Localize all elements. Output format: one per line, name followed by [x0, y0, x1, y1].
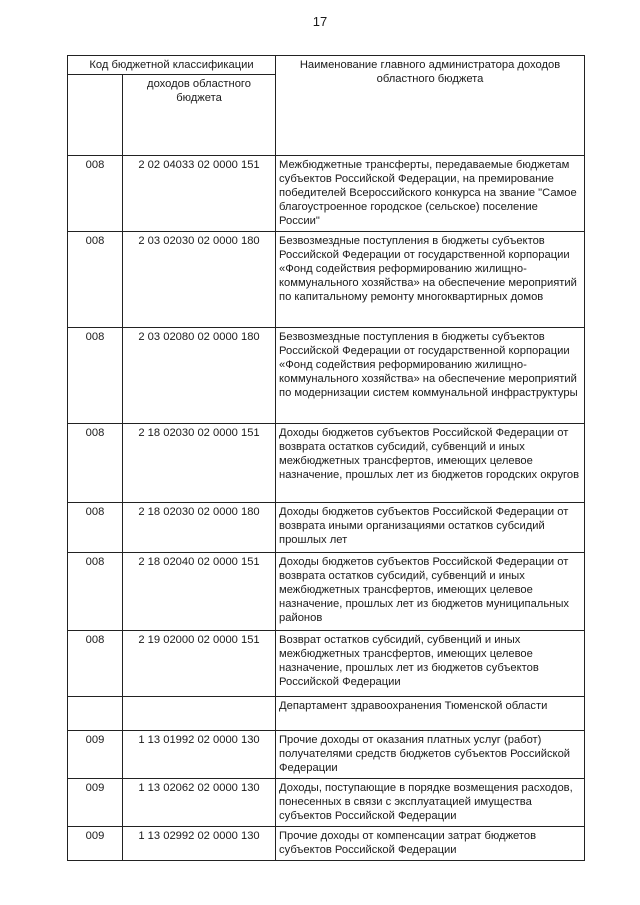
department-name-cell: Департамент здравоохранения Тюменской области — [276, 697, 585, 731]
revenue-code-cell: 2 03 02030 02 0000 180 — [123, 232, 276, 328]
revenue-code-cell: 2 19 02000 02 0000 151 — [123, 631, 276, 697]
table-row — [68, 328, 585, 424]
table-row — [68, 631, 585, 697]
revenue-name-cell: Прочие доходы от оказания платных услуг (работ) получателями средств бюджетов субъектов Российской Федерации — [276, 731, 585, 779]
revenue-name-cell: Прочие доходы от компенсации затрат бюджетов субъектов Российской Федерации — [276, 827, 585, 861]
header-revenue-code: доходов областного бюджета — [123, 75, 276, 156]
revenue-code-cell: 2 03 02080 02 0000 180 — [123, 328, 276, 424]
revenue-name-cell: Безвозмездные поступления в бюджеты субъектов Российской Федерации от государственной корпорации «Фонд содействия реформированию жилищно-коммунального хозяйства» на обеспечение мероприятий по модернизации систем коммунальной инфраструктуры — [276, 328, 585, 424]
table-row — [68, 553, 585, 631]
admin-code-cell: 008 — [68, 503, 123, 553]
header-admin-code — [68, 75, 123, 156]
admin-code-cell: 009 — [68, 731, 123, 779]
revenue-name-cell: Межбюджетные трансферты, передаваемые бюджетам субъектов Российской Федерации, на премирование победителей Всероссийского конкурса на звание "Самое благоустроенное городское (сельское) поселение России" — [276, 156, 585, 232]
header-admin-name: Наименование главного администратора доходов областного бюджета — [276, 56, 585, 156]
revenue-code-cell: 1 13 02062 02 0000 130 — [123, 779, 276, 827]
revenue-name-cell: Безвозмездные поступления в бюджеты субъектов Российской Федерации от государственной корпорации «Фонд содействия реформированию жилищно-коммунального хозяйства» на обеспечение мероприятий по капитальному ремонту многоквартирных домов — [276, 232, 585, 328]
admin-code-cell: 009 — [68, 779, 123, 827]
admin-code-cell: 008 — [68, 328, 123, 424]
table-row — [68, 731, 585, 779]
page-number: 17 — [312, 14, 328, 29]
revenue-code-cell: 2 18 02040 02 0000 151 — [123, 553, 276, 631]
revenue-code-cell: 1 13 01992 02 0000 130 — [123, 731, 276, 779]
table-body — [68, 156, 585, 861]
table-row — [68, 827, 585, 861]
admin-code-cell — [68, 697, 123, 731]
header-budget-code: Код бюджетной классификации — [68, 56, 276, 75]
revenue-code-cell: 2 02 04033 02 0000 151 — [123, 156, 276, 232]
admin-code-cell: 008 — [68, 156, 123, 232]
revenue-code-cell — [123, 697, 276, 731]
admin-code-cell: 008 — [68, 424, 123, 503]
revenue-name-cell: Доходы бюджетов субъектов Российской Федерации от возврата иными организациями остатков субсидий прошлых лет — [276, 503, 585, 553]
revenue-code-cell: 2 18 02030 02 0000 180 — [123, 503, 276, 553]
admin-code-cell: 009 — [68, 827, 123, 861]
revenue-code-cell: 2 18 02030 02 0000 151 — [123, 424, 276, 503]
table-row — [68, 232, 585, 328]
table-row — [68, 156, 585, 232]
revenue-code-cell: 1 13 02992 02 0000 130 — [123, 827, 276, 861]
table-row — [68, 424, 585, 503]
revenue-name-cell: Доходы бюджетов субъектов Российской Федерации от возврата остатков субсидий, субвенций и иных межбюджетных трансфертов, имеющих целевое назначение, прошлых лет из бюджетов муниципальных районов — [276, 553, 585, 631]
revenue-name-cell: Доходы, поступающие в порядке возмещения расходов, понесенных в связи с эксплуатацией имущества субъектов Российской Федерации — [276, 779, 585, 827]
budget-classification-table — [67, 55, 585, 861]
revenue-name-cell: Доходы бюджетов субъектов Российской Федерации от возврата остатков субсидий, субвенций и иных межбюджетных трансфертов, имеющих целевое назначение, прошлых лет из бюджетов городских округов — [276, 424, 585, 503]
table-row — [68, 503, 585, 553]
revenue-name-cell: Возврат остатков субсидий, субвенций и иных межбюджетных трансфертов, имеющих целевое назначение, прошлых лет из бюджетов субъектов Российской Федерации — [276, 631, 585, 697]
admin-code-cell: 008 — [68, 553, 123, 631]
admin-code-cell: 008 — [68, 631, 123, 697]
admin-code-cell: 008 — [68, 232, 123, 328]
table-row — [68, 697, 585, 731]
table-row — [68, 779, 585, 827]
